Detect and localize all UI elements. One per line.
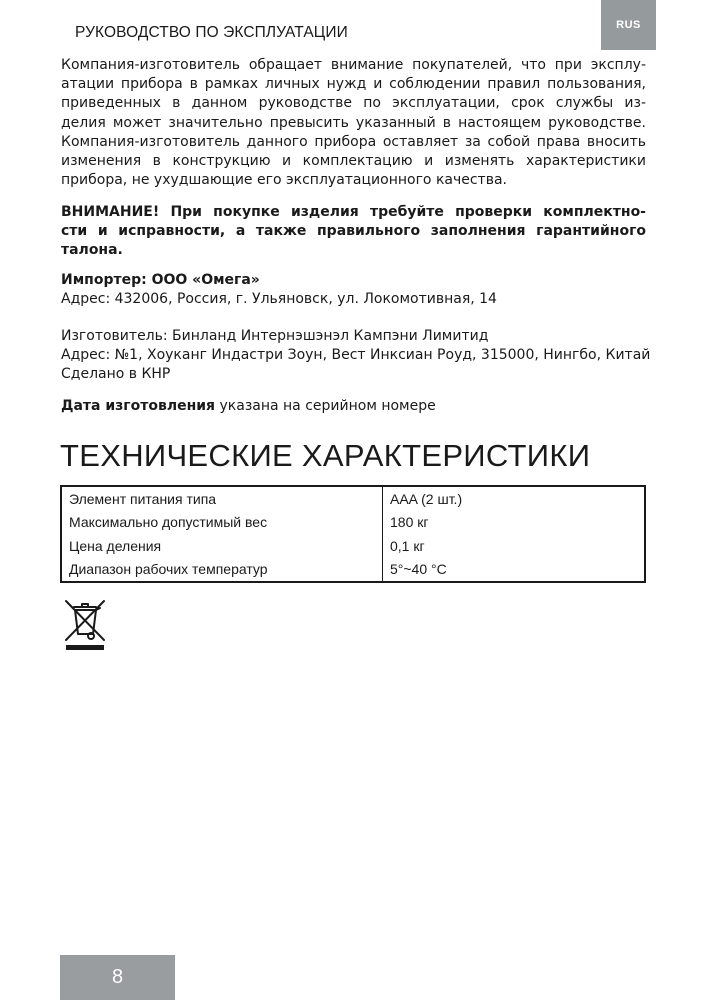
spec-param: Элемент питания типа — [61, 486, 383, 511]
production-date-text: указана на серийном номере — [215, 398, 436, 414]
table-row — [61, 486, 645, 511]
spec-param: Максимально допустимый вес — [61, 511, 383, 535]
language-label: RUS — [616, 19, 641, 31]
production-date-label: Дата изготовления — [61, 398, 216, 414]
table-row — [61, 534, 645, 558]
spec-value: 180 кг — [390, 514, 429, 531]
manufacturer-name: Изготовитель: Бинланд Интернэшэнэл Кампэни Лимитид — [61, 328, 489, 344]
manual-header-title: РУКОВОДСТВО ПО ЭКСПЛУАТАЦИИ — [75, 24, 348, 41]
specs-table — [60, 485, 646, 583]
spec-param: Диапазон рабочих температур — [61, 558, 383, 583]
intro-line: Компания-изготовитель обращает внимание покупателей, что при эксплу- — [61, 57, 646, 73]
spec-value: 5°~40 °C — [390, 561, 447, 578]
importer-address: Адрес: 432006, Россия, г. Ульяновск, ул. Локомотивная, 14 — [61, 291, 497, 308]
intro-line: приведенных в данном руководстве по эксплуатации, срок службы из- — [61, 95, 646, 112]
table-row — [61, 558, 645, 583]
page-number: 8 — [111, 966, 124, 988]
crossed-out-wheelie-bin-icon — [60, 596, 110, 654]
language-tab — [601, 0, 656, 50]
spec-value: 0,1 кг — [390, 537, 425, 554]
specs-title: ТЕХНИЧЕСКИЕ ХАРАКТЕРИСТИКИ — [60, 438, 591, 473]
intro-line: Компания-изготовитель данного прибора оставляет за собой права вносить — [61, 133, 646, 150]
production-date-line — [61, 397, 646, 416]
warning-line: сти и исправности, а также правильного заполнения гарантийного — [61, 223, 646, 240]
intro-line: изменения в конструкцию и комплектацию и изменять характеристики — [61, 153, 646, 170]
manufacturer-address: Адрес: №1, Хоуканг Индастри Зоун, Вест Инксиан Роуд, 315000, Нингбо, Китай — [61, 347, 651, 364]
table-row — [61, 511, 645, 535]
manufacturer-block — [61, 327, 651, 385]
importer-label: Импортер: ООО «Омега» — [61, 272, 260, 288]
intro-line: атации прибора в рамках личных нужд и соблюдении правил пользования, — [61, 76, 646, 93]
page-number-box — [60, 955, 175, 1000]
warning-line: ВНИМАНИЕ! При покупке изделия требуйте проверки комплектно- — [61, 204, 646, 220]
intro-line: делия может значительно превысить указанный в настоящем руководстве. — [61, 114, 646, 131]
warning-paragraph — [61, 203, 646, 261]
importer-block — [61, 271, 646, 309]
warning-line: талона. — [61, 242, 123, 259]
made-in-text: Сделано в КНР — [61, 366, 171, 383]
spec-param: Цена деления — [61, 534, 383, 558]
intro-paragraph — [61, 56, 646, 190]
spec-value: AAA (2 шт.) — [390, 490, 463, 507]
intro-line: прибора, не ухудшающие его эксплуатационного качества. — [61, 172, 507, 189]
